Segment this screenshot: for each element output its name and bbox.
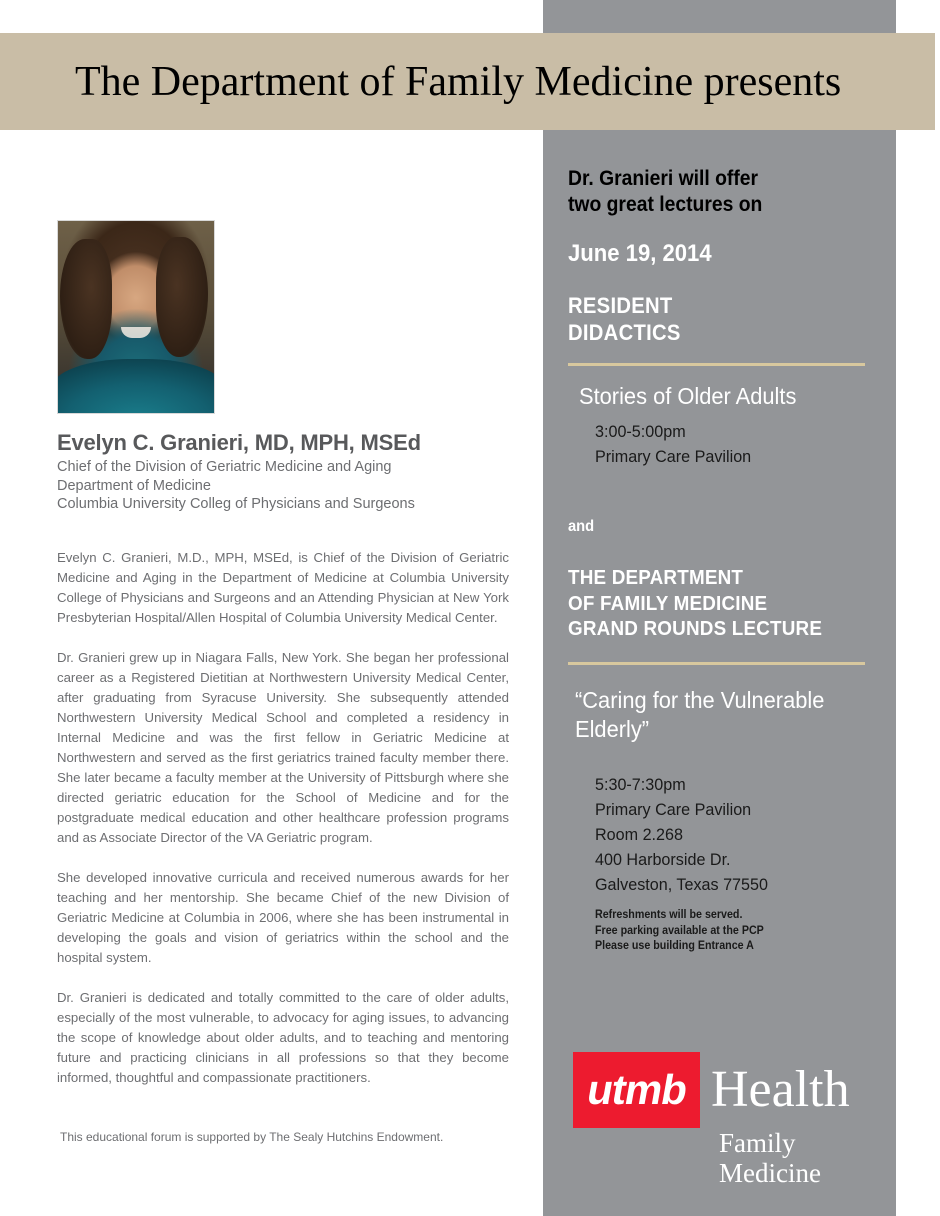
- page-title: The Department of Family Medicine presents: [75, 58, 842, 105]
- endowment-note: This educational forum is supported by The Sealy Hutchins Endowment.: [60, 1130, 444, 1144]
- speaker-portrait-photo: [57, 220, 215, 414]
- portrait-clothing: [57, 359, 215, 414]
- utmb-logo-mark: [573, 1052, 700, 1128]
- utmb-wordmark: utmb: [583, 1066, 691, 1113]
- bio-paragraph: Dr. Granieri is dedicated and totally committed to the care of older adults, especially of the most vulnerable, to advocacy for aging issues, to advancing the scope of knowledge about older adults, and to teaching and mentoring future and practicing clinicians in all professions so that they become informed, thoughtful and compassionate practitioners.: [57, 990, 509, 1085]
- utmb-health-logo: [573, 1052, 883, 1188]
- left-content-column: [0, 130, 543, 1216]
- portrait-hair-left: [60, 239, 112, 359]
- lecture-one-details: 3:00-5:00pm Primary Care Pavilion: [595, 422, 752, 466]
- bio-paragraph: Dr. Granieri grew up in Niagara Falls, New York. She began her professional career as a Registered Dietitian at Northwestern University Medical Center, after graduating from Syracuse University. She subsequently attended Northwestern University Medical School and completed a residency in Internal Medicine and was the first fellow in Geriatric Medicine at Northwestern and served as the first geriatrics trained faculty member there. She later became a faculty member at the University of Pittsburgh where she directed geriatric education for the School of Medicine and for the postgraduate medical education and other healthcare profession programs and as Associate Director of the VA Geriatric program.: [57, 650, 509, 845]
- logo-brand-health: Health: [711, 1061, 850, 1118]
- event-intro: Dr. Granieri will offer two great lectures on: [568, 167, 763, 216]
- logo-unit-family-medicine: Family Medicine: [719, 1128, 821, 1188]
- section-heading-grand-rounds: THE DEPARTMENT OF FAMILY MEDICINE GRAND ROUNDS LECTURE: [568, 566, 823, 640]
- lecture-two-title: “Caring for the Vulnerable Elderly”: [575, 687, 825, 742]
- speaker-bio: [57, 548, 509, 1108]
- divider-gold-bottom: [568, 662, 865, 665]
- lecture-two-details: 5:30-7:30pm Primary Care Pavilion Room 2.268 400 Harborside Dr. Galveston, Texas 77550: [595, 775, 768, 894]
- section-heading-resident-didactics: RESIDENT DIDACTICS: [568, 293, 681, 345]
- event-small-print: Refreshments will be served. Free parking available at the PCP Please use building Entrance A: [595, 909, 764, 952]
- event-date: June 19, 2014: [568, 240, 712, 267]
- bio-paragraph: She developed innovative curricula and received numerous awards for her teaching and her mentorship. She became Chief of the new Division of Geriatric Medicine at Columbia in 2006, where she has been instrumental in developing the goals and vision of geriatrics within the school and the hospital system.: [57, 870, 509, 965]
- bio-paragraph: Evelyn C. Granieri, M.D., MPH, MSEd, is Chief of the Division of Geriatric Medicine and Aging in the Department of Medicine at Columbia University College of Physicians and Surgeons and an Attending Physician at New York Presbyterian Hospital/Allen Hospital of Columbia University Medical Center.: [57, 550, 509, 625]
- speaker-name: Evelyn C. Granieri, MD, MPH, MSEd: [57, 430, 421, 455]
- event-details: [543, 0, 896, 1216]
- lecture-one-title: Stories of Older Adults: [579, 383, 797, 409]
- conjunction-and: and: [568, 518, 595, 535]
- speaker-titles: Chief of the Division of Geriatric Medicine and Aging Department of Medicine Columbia University Colleg of Physicians and Surgeons: [57, 459, 415, 512]
- divider-gold-top: [568, 363, 865, 366]
